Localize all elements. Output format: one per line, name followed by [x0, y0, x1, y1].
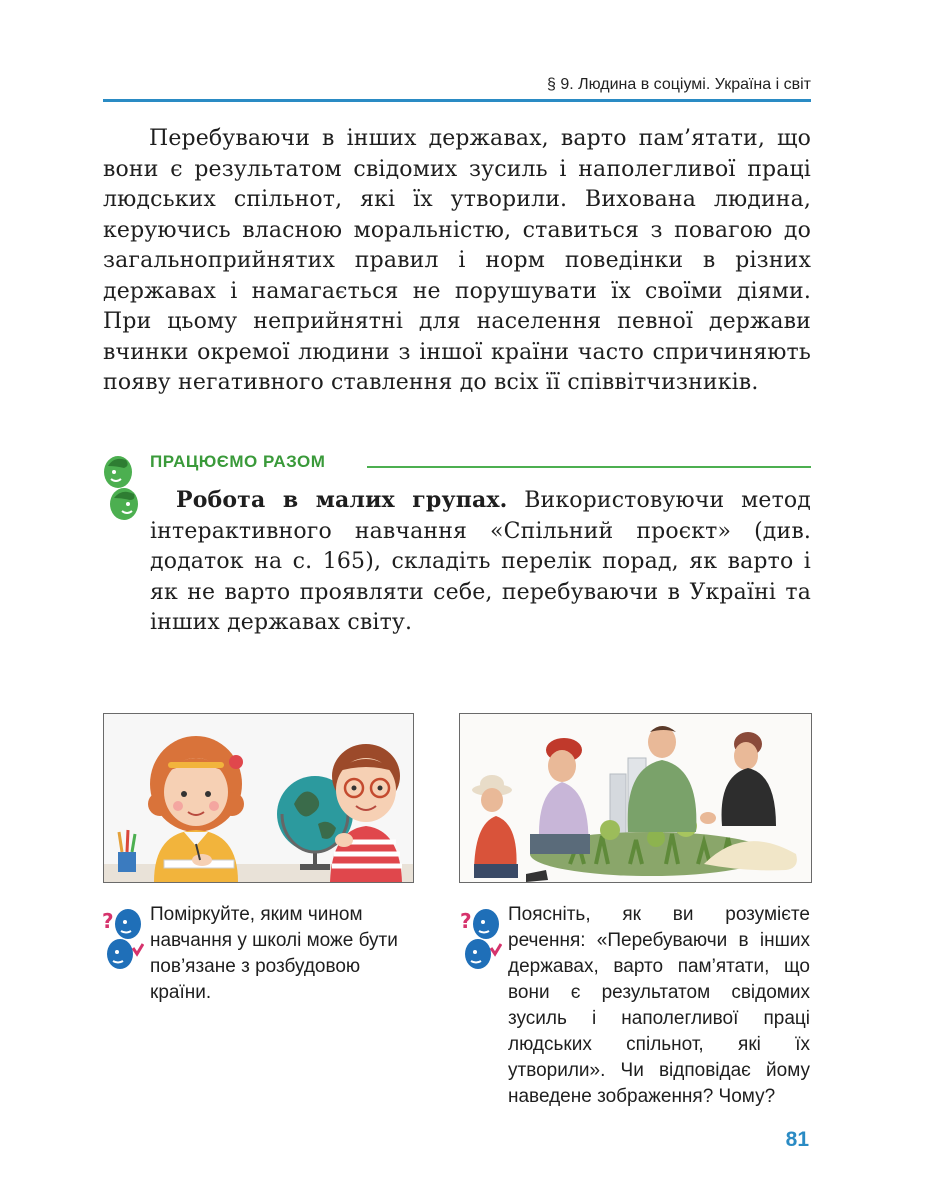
header-section-title: § 9. Людина в соціумі. Україна і світ [547, 76, 811, 93]
illustration-people-planting [459, 713, 812, 883]
think-question-icon [102, 906, 144, 972]
header-rule [103, 99, 811, 102]
section-rule [367, 466, 811, 468]
think-question-icon [460, 906, 502, 972]
group-work-icon [98, 452, 144, 524]
main-paragraph: Перебуваючи в інших державах, варто пам’ятати, що вони є результатом свідомих зусиль і наполегливої праці людських спільнот, які їх утворили. Вихована людина, керуючись власною моральністю, ставиться з повагою до загальноприйнятих правил і норм поведінки в різних державах і намагається не порушувати їх своїми діями. При цьому неприйнятні для населення певної держави вчинки окремої людини з іншої країни часто спричиняють появу негативного ставлення до всіх її співвітчизників. [103, 126, 811, 395]
task-lead: Робота в малих групах. [176, 487, 508, 513]
svg-text:?: ? [460, 909, 472, 933]
task-text: Використовуючи метод інтерактивного навчання «Спільний проєкт» (див. додаток на с. 165), складіть перелік порад, як варто і як не варто проявляти себе, перебуваючи в Україні та інших державах світу. [150, 488, 811, 635]
task-paragraph [150, 485, 811, 639]
section-title: ПРАЦЮЄМО РАЗОМ [150, 452, 326, 471]
svg-text:?: ? [102, 909, 114, 933]
caption-right: Поясніть, як ви розумієте речення: «Перебуваючи в інших державах, варто пам’ятати, що вони є результатом свідомих зусиль і наполегливої праці людських спільнот, які їх утворили». Чи відповідає йому наведене зображення? Чому? [508, 904, 810, 1107]
illustration-children-studying [103, 713, 414, 883]
children-studying-picture [104, 714, 413, 882]
page-number: 81 [785, 1128, 809, 1151]
caption-left: Поміркуйте, яким чином навчання у школі може бути пов’язане з розбудовою країни. [150, 904, 398, 1003]
people-planting-picture [460, 714, 811, 882]
